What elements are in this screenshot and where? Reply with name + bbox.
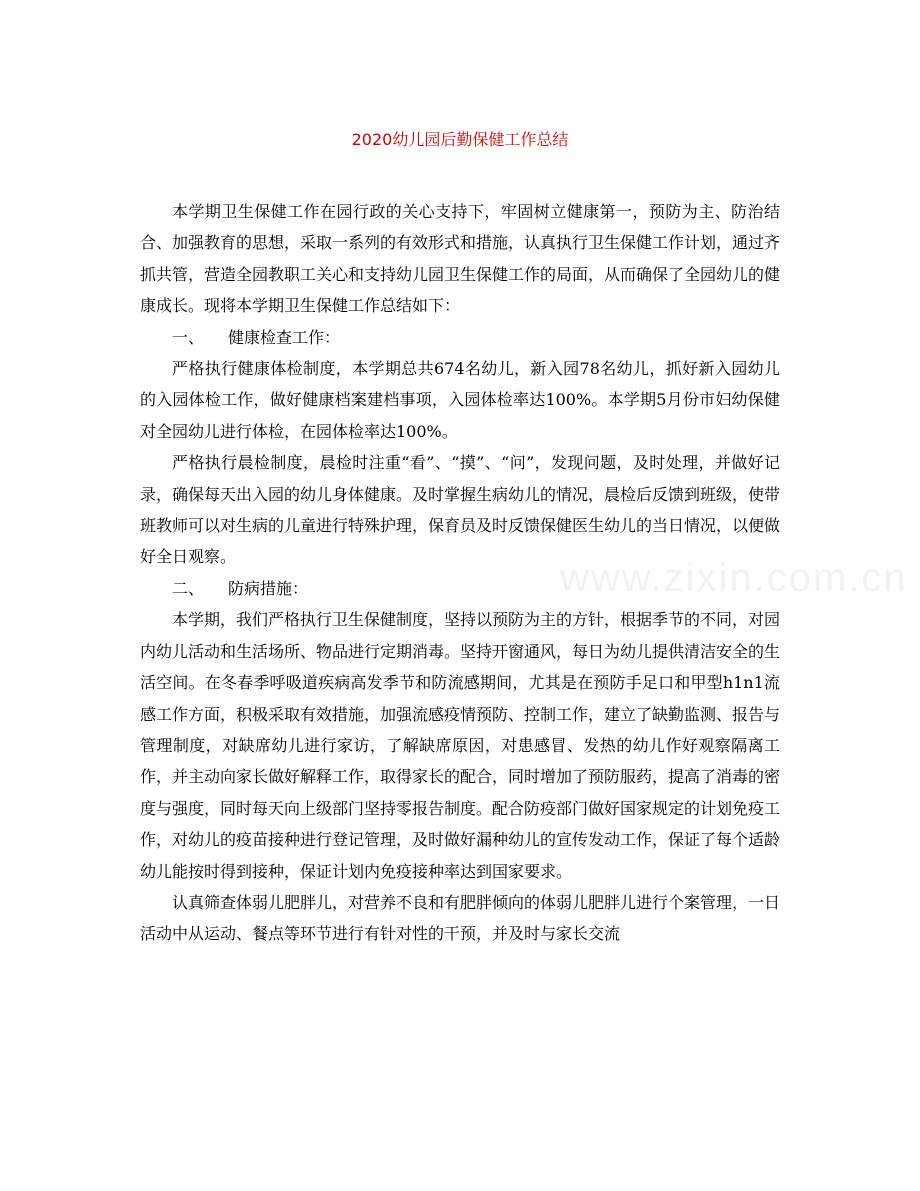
watermark: www.zixin.com.cn [560,556,908,600]
body-paragraph: 本学期，我们严格执行卫生保健制度，坚持以预防为主的方针，根据季节的不同，对园内幼儿活动和生活场所、物品进行定期消毒。坚持开窗通风，每日为幼儿提供清洁安全的生活空间。在冬春季呼吸道疾病高发季节和防流感期间，尤其是在预防手足口和甲型h1n1流感工作方面，积极采取有效措施，加强流感疫情预防、控制工作，建立了缺勤监测、报告与管理制度，对缺席幼儿进行家访，了解缺席原因，对患感冒、发热的幼儿作好观察隔离工作，并主动向家长做好解释工作，取得家长的配合，同时增加了预防服药，提高了消毒的密度与强度，同时每天向上级部门坚持零报告制度。配合防疫部门做好国家规定的计划免疫工作，对幼儿的疫苗接种进行登记管理，及时做好漏种幼儿的宣传发动工作，保证了每个适龄幼儿能按时得到接种，保证计划内免疫接种率达到国家要求。 [140,610,781,881]
body-paragraph: 严格执行晨检制度，晨检时注重“看”、“摸”、“问”，发现问题，及时处理，并做好记录，确保每天出入园的幼儿身体健康。及时掌握生病幼儿的情况，晨检后反馈到班级，使带班教师可以对生病的儿童进行特殊护理，保育员及时反馈保健医生幼儿的当日情况，以便做好全日观察。 [140,453,781,567]
document-title: 2020幼儿园后勤保健工作总结 [351,130,569,149]
body-paragraph: 严格执行健康体检制度，本学期总共674名幼儿，新入园78名幼儿，抓好新入园幼儿的入园体检工作，做好健康档案建档事项，入园体检率达100%。本学期5月份市妇幼保健对全园幼儿进行体检，在园体检率达100%。 [140,359,780,441]
section-title: 健康检查工作： [228,327,341,347]
section-number: 二、 [172,578,205,598]
body-paragraph: 认真筛查体弱儿肥胖儿，对营养不良和有肥胖倾向的体弱儿肥胖儿进行个案管理，一日活动中从运动、餐点等环节进行有针对性的干预，并及时与家长交流 [140,892,781,944]
intro-paragraph: 本学期卫生保健工作在园行政的关心支持下，牢固树立健康第一，预防为主、防治结合、加强教育的思想，采取一系列的有效形式和措施，认真执行卫生保健工作计划，通过齐抓共管，营造全园教职工关心和支持幼儿园卫生保健工作的局面，从而确保了全园幼儿的健康成长。现将本学期卫生保健工作总结如下： [140,202,781,316]
section-heading-1 [140,322,780,353]
section-heading-2 [140,573,780,604]
section-number: 一、 [172,327,205,347]
document-body [140,196,780,950]
section-title: 防病措施： [228,578,309,598]
